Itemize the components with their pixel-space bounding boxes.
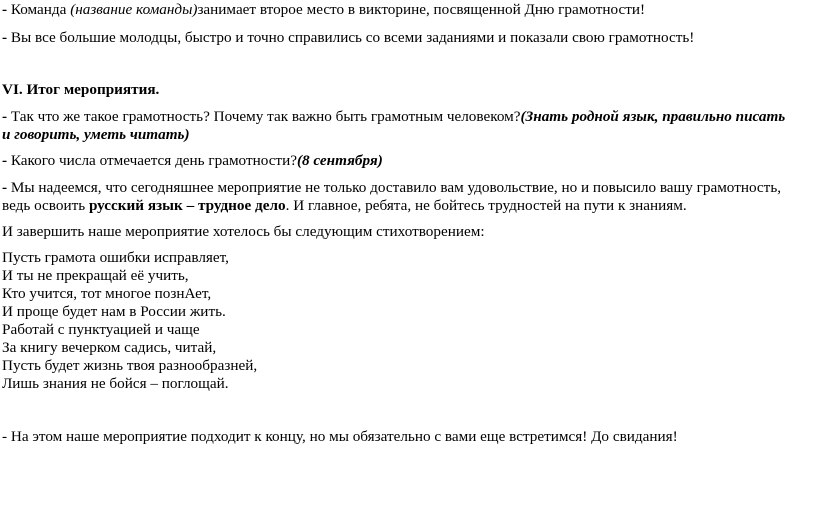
question-literacy — [2, 108, 785, 126]
question-date — [2, 152, 383, 170]
question-text: Так что же такое грамотность? Почему так важно быть грамотным человеком? — [7, 108, 521, 125]
text: Вы все большие молодцы, быстро и точно справились со всеми заданиями и показали свою грамотность! — [7, 29, 695, 46]
team-name-placeholder: (название команды) — [70, 1, 198, 18]
bullet-dash: - — [2, 108, 8, 125]
text: . И главное, ребята, не бойтесь трудностей на пути к знаниям. — [285, 197, 687, 214]
poem-line: И проще будет нам в России жить. — [2, 303, 226, 320]
section-heading: VI. Итог мероприятия. — [2, 81, 160, 98]
paragraph-conclusion-continuation — [2, 197, 687, 215]
bullet-dash: - — [2, 179, 8, 196]
bullet-dash: - — [2, 1, 8, 18]
poem-line: И ты не прекращай её учить, — [2, 267, 189, 284]
closing-paragraph: - На этом наше мероприятие подходит к концу, но мы обязательно с вами еще встретимся! До свидания! — [2, 428, 678, 445]
poem-line: Работай с пунктуацией и чаще — [2, 321, 200, 338]
paragraph-team-result — [2, 1, 645, 19]
text: ведь освоить — [2, 197, 89, 214]
paragraph-conclusion — [2, 179, 781, 197]
poem-line: За книгу вечерком садись, читай, — [2, 339, 217, 356]
poem-line: Пусть грамота ошибки исправляет, — [2, 249, 229, 266]
text: Мы надеемся, что сегодняшнее мероприятие не только доставило вам удовольствие, но и повысило вашу грамотность, — [7, 179, 782, 196]
answer-text: (Знать родной язык, правильно писать — [520, 108, 786, 125]
poem-line: Лишь знания не бойся – поглощай. — [2, 375, 229, 392]
poem-intro: И завершить наше мероприятие хотелось бы следующим стихотворением: — [2, 223, 485, 240]
answer-continuation: и говорить, уметь читать) — [2, 126, 190, 143]
bullet-dash: - — [2, 29, 8, 46]
emphasis-text: русский язык – трудное дело — [88, 197, 286, 214]
answer-text: (8 сентября) — [296, 152, 383, 169]
text: Команда — [7, 1, 71, 18]
question-text: Какого числа отмечается день грамотности? — [7, 152, 297, 169]
bullet-dash: - — [2, 152, 8, 169]
poem-line: Кто учится, тот многое познАет, — [2, 285, 212, 302]
poem-line: Пусть будет жизнь твоя разнообразней, — [2, 357, 258, 374]
paragraph-praise — [2, 29, 694, 47]
text: занимает второе место в викторине, посвященной Дню грамотности! — [197, 1, 646, 18]
